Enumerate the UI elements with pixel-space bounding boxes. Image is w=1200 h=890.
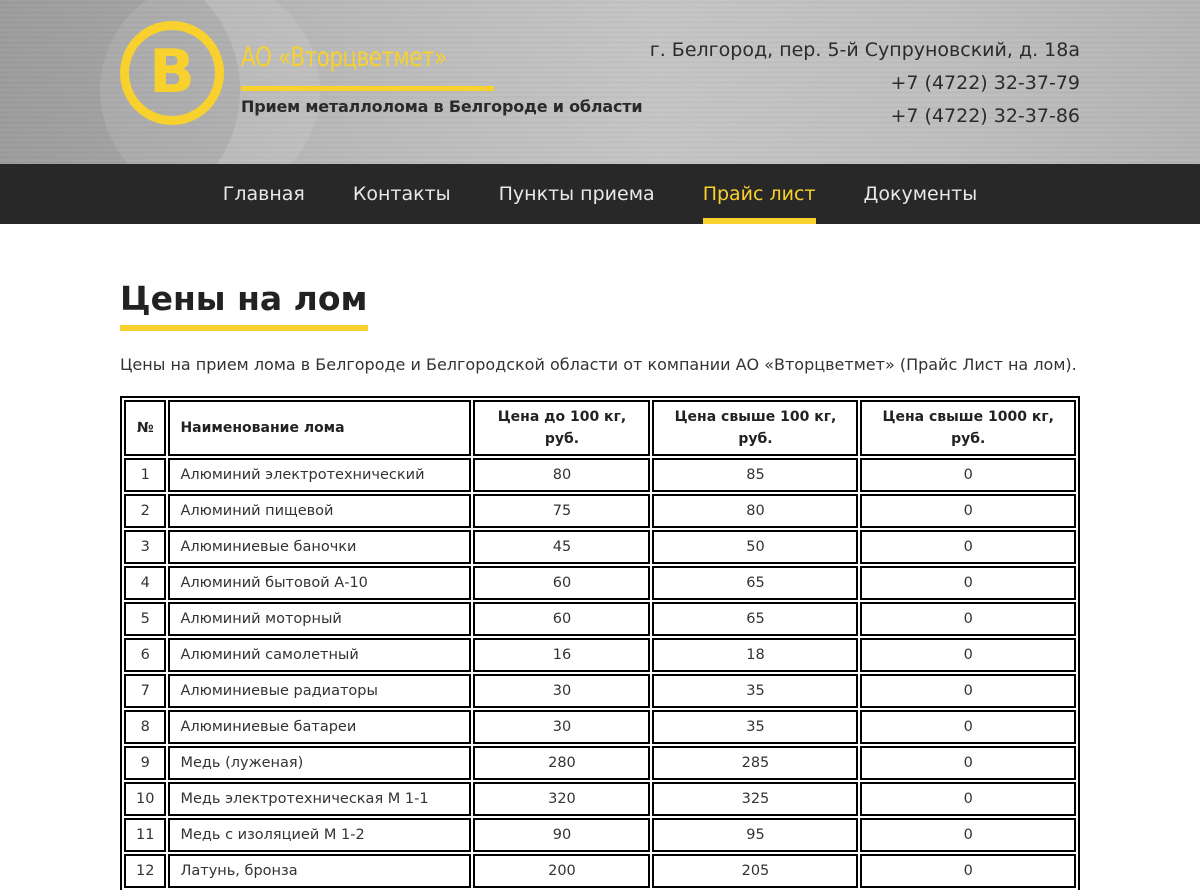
logo-icon[interactable] [120,21,224,125]
scrap-name: Латунь, бронза [168,854,471,888]
price-under-100: 60 [473,566,650,600]
header-price-over-100: Цена свыше 100 кг, руб. [652,400,858,456]
table-header-row [124,400,1076,456]
row-number: 1 [124,458,166,492]
scrap-name: Алюминий пищевой [168,494,471,528]
table-row [124,530,1076,564]
tagline: Прием металлолома в Белгороде и области [241,97,643,116]
phone-2[interactable]: +7 (4722) 32-37-86 [890,105,1080,127]
price-over-100: 35 [652,674,858,708]
price-over-1000: 0 [860,566,1076,600]
scrap-name: Алюминиевые баночки [168,530,471,564]
header-price-under-100: Цена до 100 кг, руб. [473,400,650,456]
header-number: № [124,400,166,456]
price-under-100: 16 [473,638,650,672]
table-row [124,818,1076,852]
main-content [120,224,1080,890]
scrap-name: Алюминий бытовой А-10 [168,566,471,600]
table-row [124,602,1076,636]
scrap-name: Алюминий самолетный [168,638,471,672]
page-title: Цены на лом [120,279,368,331]
row-number: 4 [124,566,166,600]
row-number: 5 [124,602,166,636]
price-over-1000: 0 [860,530,1076,564]
price-under-100: 90 [473,818,650,852]
nav-item-collection-points[interactable]: Пункты приема [498,183,655,205]
price-over-1000: 0 [860,746,1076,780]
price-over-1000: 0 [860,854,1076,888]
scrap-name: Медь с изоляцией М 1-2 [168,818,471,852]
nav-item-home[interactable]: Главная [222,183,305,205]
price-under-100: 80 [473,458,650,492]
address: г. Белгород, пер. 5-й Супруновский, д. 18а [649,39,1080,61]
row-number: 9 [124,746,166,780]
main-nav [0,164,1200,224]
table-row [124,638,1076,672]
price-under-100: 280 [473,746,650,780]
price-over-100: 35 [652,710,858,744]
table-row [124,854,1076,888]
price-over-1000: 0 [860,782,1076,816]
price-under-100: 200 [473,854,650,888]
table-row [124,566,1076,600]
row-number: 6 [124,638,166,672]
price-over-1000: 0 [860,818,1076,852]
price-over-1000: 0 [860,674,1076,708]
table-row [124,710,1076,744]
brand-underline [241,86,494,91]
price-under-100: 60 [473,602,650,636]
price-under-100: 75 [473,494,650,528]
logo-letter: B [149,37,195,107]
table-row [124,494,1076,528]
scrap-name: Медь (луженая) [168,746,471,780]
scrap-name: Алюминиевые радиаторы [168,674,471,708]
intro-text: Цены на прием лома в Белгороде и Белгородской области от компании АО «Вторцветмет» (Прайс Лист на лом). [120,355,1077,374]
price-over-100: 18 [652,638,858,672]
scrap-name: Алюминий электротехнический [168,458,471,492]
price-over-1000: 0 [860,458,1076,492]
price-over-100: 285 [652,746,858,780]
table-row [124,746,1076,780]
header-price-over-1000: Цена свыше 1000 кг, руб. [860,400,1076,456]
header-name: Наименование лома [168,400,471,456]
price-under-100: 30 [473,674,650,708]
row-number: 7 [124,674,166,708]
nav-item-contacts[interactable]: Контакты [352,183,451,205]
price-over-100: 95 [652,818,858,852]
table-row [124,782,1076,816]
price-over-1000: 0 [860,638,1076,672]
price-over-100: 65 [652,602,858,636]
price-under-100: 45 [473,530,650,564]
scrap-name: Алюминий моторный [168,602,471,636]
row-number: 10 [124,782,166,816]
site-header [0,0,1200,164]
contacts-block [650,34,1080,133]
row-number: 8 [124,710,166,744]
table-row [124,674,1076,708]
scrap-name: Алюминиевые батареи [168,710,471,744]
price-over-100: 50 [652,530,858,564]
row-number: 3 [124,530,166,564]
price-table [120,396,1080,890]
table-body [124,458,1076,890]
price-over-100: 205 [652,854,858,888]
nav-item-price-list[interactable]: Прайс лист [703,164,816,224]
nav-item-documents[interactable]: Документы [863,183,978,205]
price-over-1000: 0 [860,494,1076,528]
row-number: 11 [124,818,166,852]
price-over-1000: 0 [860,602,1076,636]
price-over-100: 80 [652,494,858,528]
brand-name[interactable]: АО «Вторцветмет» [241,42,447,73]
price-over-100: 65 [652,566,858,600]
price-under-100: 320 [473,782,650,816]
price-over-100: 325 [652,782,858,816]
price-under-100: 30 [473,710,650,744]
phone-1[interactable]: +7 (4722) 32-37-79 [890,72,1080,94]
table-row [124,458,1076,492]
scrap-name: Медь электротехническая М 1-1 [168,782,471,816]
price-over-1000: 0 [860,710,1076,744]
row-number: 12 [124,854,166,888]
price-over-100: 85 [652,458,858,492]
row-number: 2 [124,494,166,528]
